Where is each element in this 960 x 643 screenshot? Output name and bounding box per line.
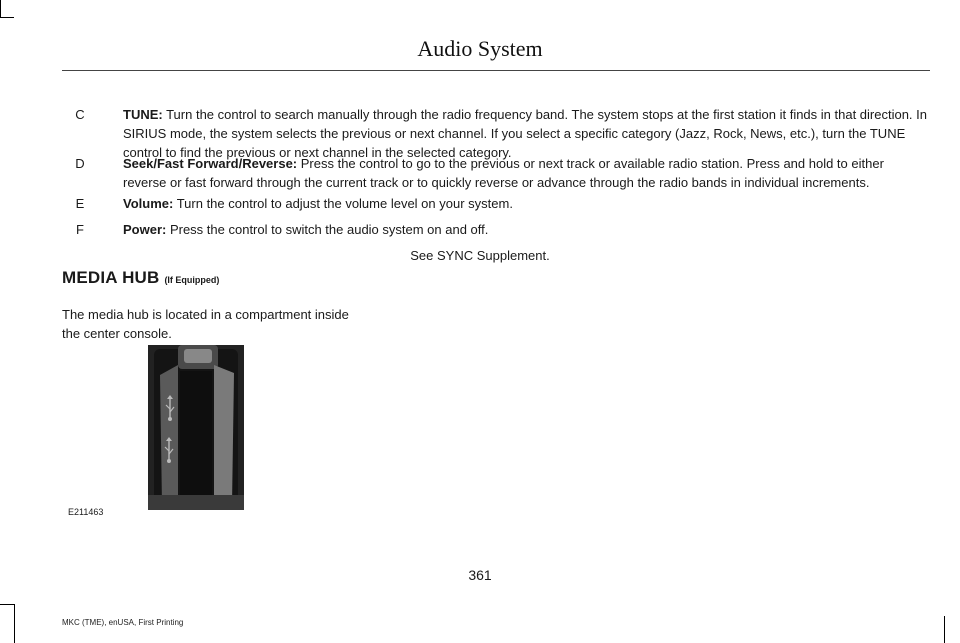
item-term: Seek/Fast Forward/Reverse: — [123, 156, 298, 171]
item-description: Turn the control to search manually through the radio frequency band. The system stops at the first station it finds in that direction. In SIRIUS mode, the system selects the previous or next channel. If you select a specific category (Jazz, Rock, News, etc.), turn the TUNE control to find the previous or next channel in the selected category. — [123, 107, 928, 160]
figure-code: E211463 — [68, 507, 104, 517]
footer-text: MKC (TME), enUSA, First Printing — [62, 618, 184, 627]
item-term: Volume: — [123, 196, 174, 211]
section-qualifier: (If Equipped) — [164, 275, 220, 285]
media-hub-paragraph: The media hub is located in a compartment inside the center console. — [62, 307, 349, 341]
usb-icon — [163, 437, 175, 463]
media-hub-illustration — [148, 345, 244, 510]
crop-mark — [0, 17, 14, 18]
item-term: TUNE: — [123, 107, 163, 122]
item-letter: D — [75, 156, 85, 171]
item-description: Press the control to switch the audio system on and off. — [166, 222, 489, 237]
item-description: Turn the control to adjust the volume level on your system. — [173, 196, 513, 211]
crop-mark — [944, 616, 945, 643]
item-text — [123, 220, 930, 239]
item-description: Press the control to go to the previous or next track or available radio station. Press and hold to either reverse or fast forward through the current track or to quickly reverse or advance through the radio bands in individual increments. — [123, 156, 884, 190]
page-title: Audio System — [417, 36, 543, 61]
usb-icon — [164, 395, 176, 421]
media-hub-drawing — [148, 345, 244, 510]
section-heading — [62, 268, 219, 288]
sync-note: See SYNC Supplement. — [410, 248, 550, 263]
section-title: MEDIA HUB — [62, 268, 160, 287]
item-text — [123, 154, 930, 192]
item-letter: E — [75, 196, 85, 211]
crop-mark — [0, 604, 14, 605]
item-term: Power: — [123, 222, 167, 237]
page-number: 361 — [468, 567, 492, 583]
item-text — [123, 194, 930, 213]
crop-mark — [0, 0, 1, 18]
crop-mark — [14, 604, 15, 643]
item-letter: C — [75, 107, 85, 122]
item-letter: F — [76, 222, 84, 237]
header-rule — [62, 70, 930, 71]
